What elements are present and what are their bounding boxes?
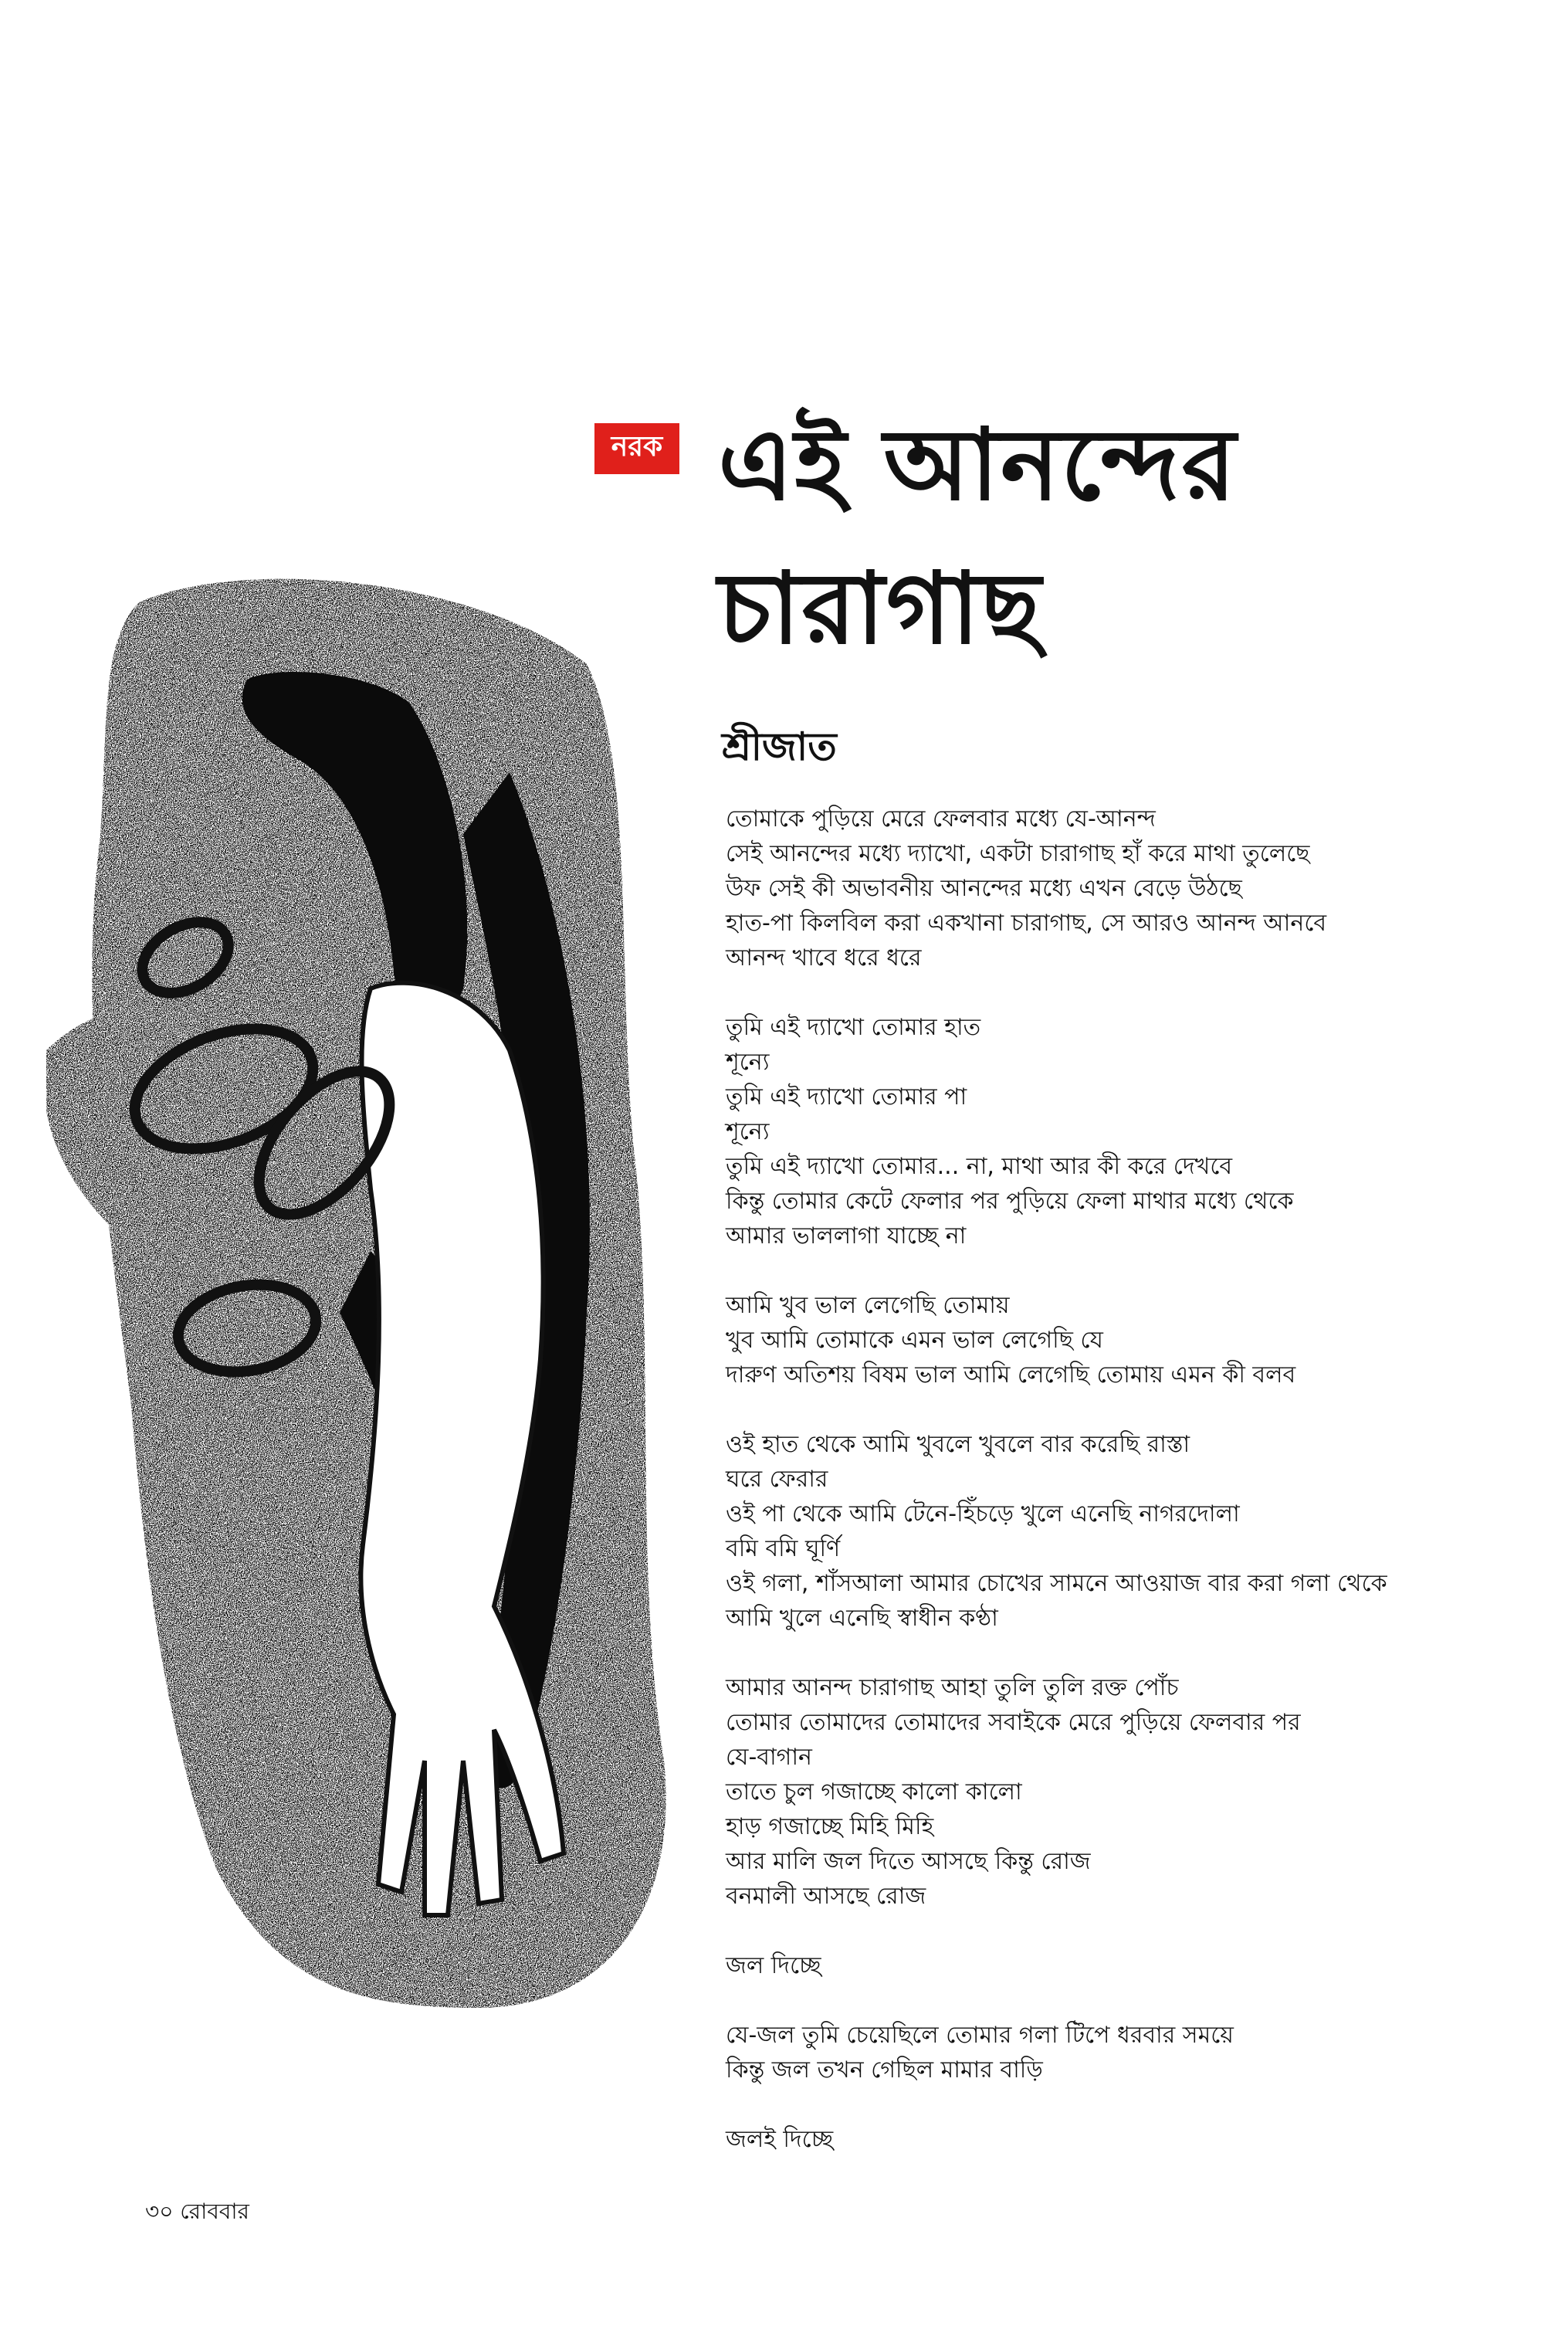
illustration-sketch [46, 556, 695, 2039]
poem-line: আমার ভাললাগা যাচ্ছে না [726, 1222, 967, 1249]
stanza [726, 802, 1536, 975]
poem-line: তাতে চুল গজাচ্ছে কালো কালো [726, 1778, 1022, 1806]
poem-line: তুমি এই দ্যাখো তোমার হাত [726, 1014, 981, 1041]
stanza [726, 1010, 1536, 1253]
poem-line: খুব আমি তোমাকে এমন ভাল লেগেছি যে [726, 1327, 1103, 1354]
poem-line: শূন্যে [726, 1049, 770, 1076]
author-name: শ্রীজাত [722, 724, 837, 769]
poem-line: জল দিচ্ছে [726, 1952, 821, 1979]
poem-line: আনন্দ খাবে ধরে ধরে [726, 944, 922, 971]
poem-line: বমি বমি ঘূর্ণি [726, 1535, 841, 1562]
poem-line: জলই দিচ্ছে [726, 2126, 834, 2153]
page-footer: ৩০ রোববার [145, 2199, 249, 2224]
poem-line: কিন্তু তোমার কেটে ফেলার পর পুড়িয়ে ফেলা মাথার মধ্যে থেকে [726, 1188, 1294, 1215]
stanza [726, 2018, 1536, 2087]
poem-body [726, 802, 1536, 2192]
poem-line: আমি খুলে এনেছি স্বাধীন কণ্ঠা [726, 1605, 998, 1632]
poem-line: ওই পা থেকে আমি টেনে-হিঁচড়ে খুলে এনেছি নাগরদোলা [726, 1500, 1240, 1527]
title-line-1: এই আনন্দের [718, 408, 1238, 523]
section-badge: নরক [594, 423, 679, 474]
stanza [726, 1670, 1536, 1914]
poem-line: কিন্তু জল তখন গেছিল মামার বাড়ি [726, 2056, 1043, 2084]
poem-line: যে-জল তুমি চেয়েছিলে তোমার গলা টিপে ধরবার সময়ে [726, 2022, 1234, 2049]
poem-line: তুমি এই দ্যাখো তোমার... না, মাথা আর কী করে দেখবে [726, 1153, 1233, 1180]
poem-line: তুমি এই দ্যাখো তোমার পা [726, 1083, 967, 1110]
stanza [726, 1427, 1536, 1636]
poem-title [718, 394, 1529, 681]
poem-line: আর মালি জল দিতে আসছে কিন্তু রোজ [726, 1848, 1091, 1875]
poem-line: দারুণ অতিশয় বিষম ভাল আমি লেগেছি তোমায় এমন কী বলব [726, 1361, 1296, 1388]
poem-line: সেই আনন্দের মধ্যে দ্যাখো, একটা চারাগাছ হাঁ করে মাথা তুলেছে [726, 840, 1310, 867]
poem-line: ঘরে ফেরার [726, 1466, 828, 1493]
poem-line: হাত-পা কিলবিল করা একখানা চারাগাছ, সে আরও আনন্দ আনবে [726, 910, 1327, 937]
poem-line: ওই গলা, শাঁসআলা আমার চোখের সামনে আওয়াজ বার করা গলা থেকে [726, 1570, 1387, 1597]
stanza [726, 2122, 1536, 2157]
stanza [726, 1948, 1536, 1983]
poem-line: শূন্যে [726, 1118, 770, 1145]
poem-line: তোমাকে পুড়িয়ে মেরে ফেলবার মধ্যে যে-আনন্দ [726, 805, 1156, 832]
poem-line: হাড় গজাচ্ছে মিহি মিহি [726, 1813, 934, 1840]
poem-line: আমি খুব ভাল লেগেছি তোমায় [726, 1292, 1010, 1319]
poem-line: তোমার তোমাদের তোমাদের সবাইকে মেরে পুড়িয়ে ফেলবার পর [726, 1709, 1301, 1736]
poem-line: আমার আনন্দ চারাগাছ আহা তুলি তুলি রক্ত পোঁচ [726, 1674, 1179, 1701]
stanza [726, 1288, 1536, 1392]
poem-line: বনমালী আসছে রোজ [726, 1883, 926, 1910]
poem-line: যে-বাগান [726, 1744, 812, 1771]
poem-line: ওই হাত থেকে আমি খুবলে খুবলে বার করেছি রাস্তা [726, 1431, 1190, 1458]
poem-line: উফ সেই কী অভাবনীয় আনন্দের মধ্যে এখন বেড়ে উঠছে [726, 875, 1242, 902]
title-line-2: চারাগাছ [718, 551, 1043, 666]
